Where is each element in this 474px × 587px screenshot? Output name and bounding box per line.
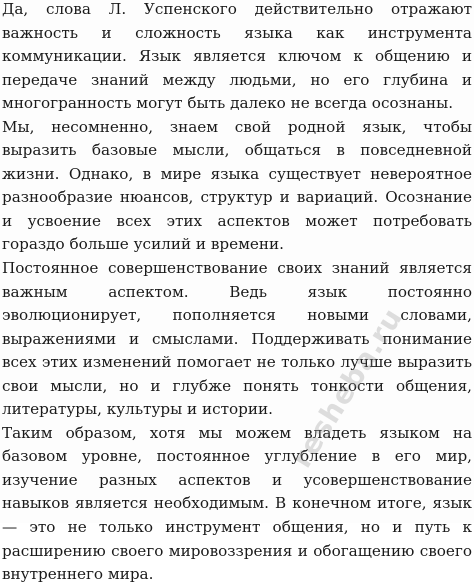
paragraph-2: Мы, несомненно, знаем свой родной язык, чтобы выразить базовые мысли, общаться в повседневной жизни. Однако, в мире языка существует невероятное разнообразие нюансов, структур и вариаций. Осознание и усвоение всех этих аспектов может потребовать гораздо больше усилий и времени. [2,117,472,254]
paragraph-3: Постоянное совершенствование своих знаний является важным аспектом. Ведь язык постоянно эволюционирует, пополняется новыми словами, выражениями и смыслами. Поддерживать понимание всех этих изменений помогает не только лучше выразить свои мысли, но и глубже понять тонкости общения, литературы, культуры и истории. [2,259,472,419]
document-body [2,0,472,587]
watermark-logo: resheba.ru [285,301,410,474]
paragraph-1: Да, слова Л. Успенского действительно отражают важность и сложность языка как инструмента коммуникации. Язык является ключом к общению и передаче знаний между людьми, но его глубина и многогранность могут быть далеко не всегда осознаны. [2,0,472,113]
paragraph-4: Таким образом, хотя мы можем владеть языком на базовом уровне, постоянное углубление в его мир, изучение разных аспектов и усовершенствование навыков является необходимым. В конечном итоге, язык — это не только инструмент общения, но и путь к расширению своего мировоззрения и обогащению своего внутреннего мира. [2,423,472,584]
